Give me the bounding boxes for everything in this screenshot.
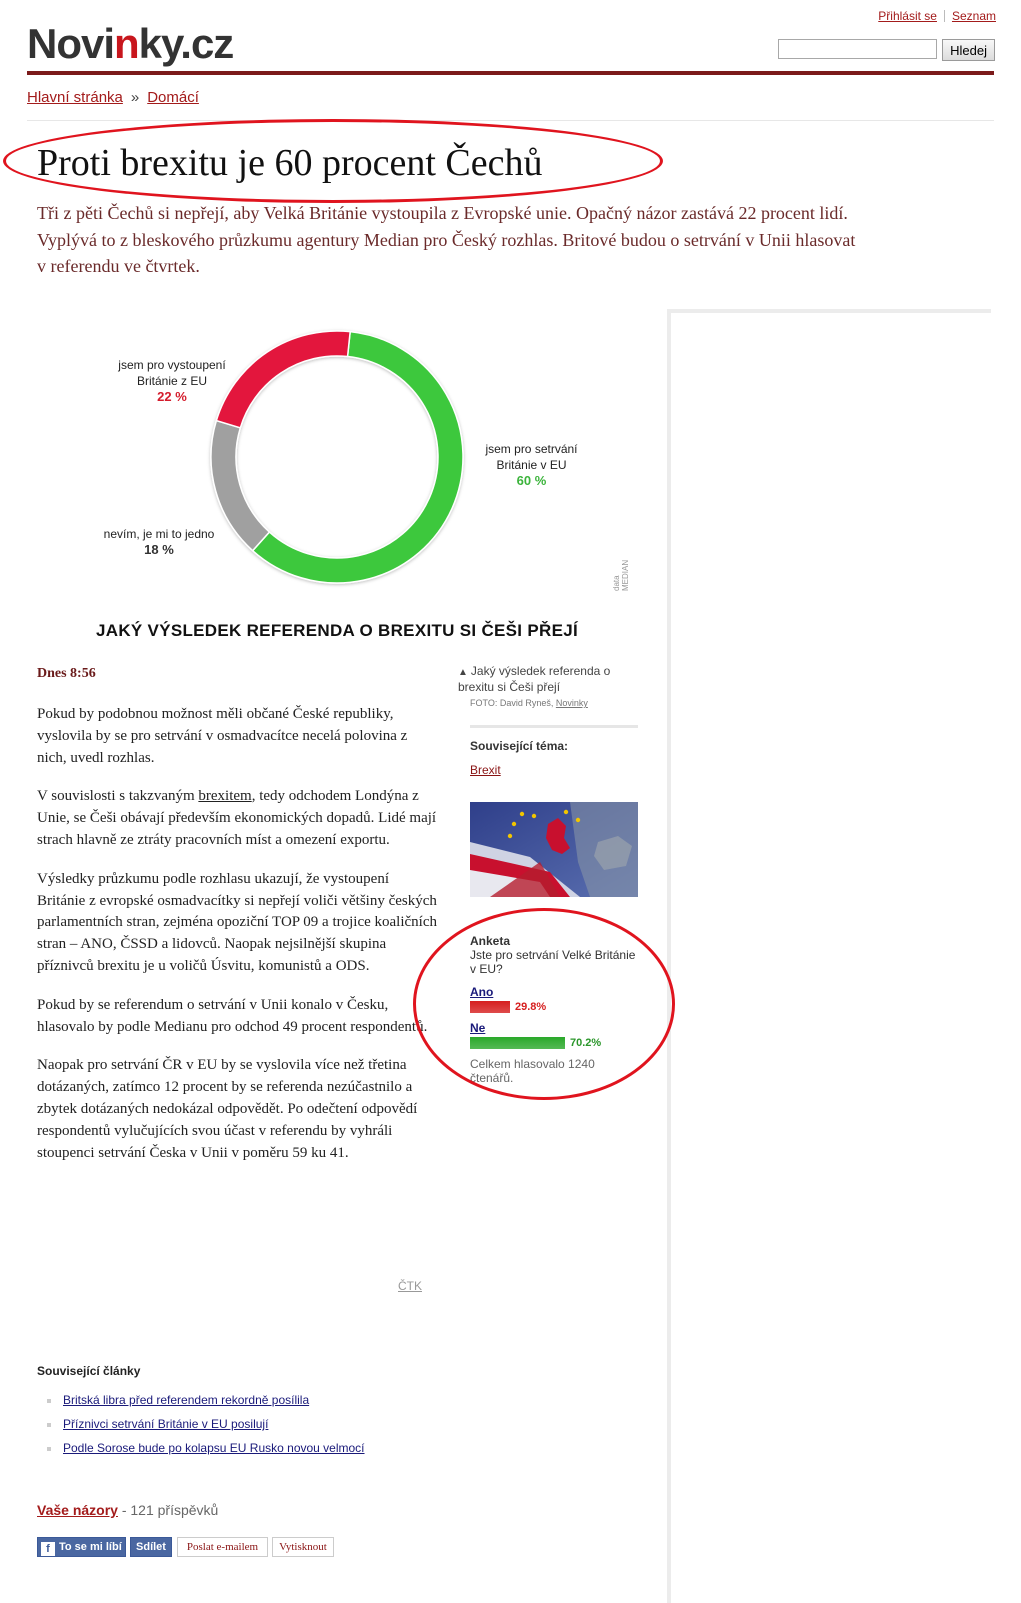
poll-option-no[interactable]: Ne xyxy=(470,1021,486,1035)
brexit-link[interactable]: brexitem xyxy=(198,788,252,805)
facebook-icon: f xyxy=(41,1542,55,1556)
page-title: Proti brexitu je 60 procent Čechů xyxy=(37,142,543,184)
label-dontknow-line1: nevím, je mi to jedno xyxy=(103,527,215,541)
search-button[interactable]: Hledej xyxy=(942,39,995,61)
print-button[interactable]: Vytisknout xyxy=(272,1537,334,1557)
source-link[interactable]: ČTK xyxy=(398,1279,422,1293)
paragraph-4: Pokud by se referendum o setrvání v Unii konalo v Česku, hlasovalo by podle Medianu pro odchod 49 procent respondentů. xyxy=(37,996,428,1035)
divider xyxy=(944,10,945,22)
seznam-link[interactable]: Seznam xyxy=(951,9,996,23)
related-articles-heading: Související články xyxy=(37,1364,141,1378)
poll-option-yes[interactable]: Ano xyxy=(470,985,494,999)
triangle-up-icon: ▲ xyxy=(458,667,468,678)
label-remain-line1: jsem pro setrvání xyxy=(485,442,578,456)
paragraph-2-end: , tedy odchodem Londýna z Unie, se Češi obávají především ekonomických dopadů. Lidé mají strach hlavně ze ztráty pracovních míst a omezení exportu. xyxy=(37,788,437,848)
related-article-link[interactable]: Podle Sorose bude po kolapsu EU Rusko novou velmocí xyxy=(63,1441,365,1455)
image-caption-text: Jaký výsledek referenda o brexitu si Češi přejí xyxy=(458,664,611,694)
top-links xyxy=(878,9,996,23)
photo-credit xyxy=(470,698,650,708)
email-button[interactable]: Poslat e-mailem xyxy=(177,1537,268,1557)
label-remain-value: 60 % xyxy=(516,473,547,488)
image-caption xyxy=(458,664,638,695)
list-item xyxy=(47,1441,365,1465)
label-leave-line2: Británie z EU xyxy=(136,374,208,388)
list-item xyxy=(47,1393,365,1417)
facebook-like-button[interactable] xyxy=(37,1537,126,1557)
flag-map-image xyxy=(470,802,638,897)
comments-link[interactable]: Vaše názory xyxy=(37,1502,118,1518)
photo-credit-label: FOTO: David Ryneš, xyxy=(470,698,554,708)
poll-value-yes: 29.8% xyxy=(515,1001,547,1013)
paragraph-1: Pokud by podobnou možnost měli občané České republiky, vyslovila by se pro setrvání v osmadvacítce necelá polovina z nich, uvedl rozhlas. xyxy=(37,706,408,766)
paragraph-5: Naopak pro setrvání ČR v EU by se vyslovila více než třetina dotázaných, zatímco 12 procent by se referenda nezúčastnilo a zbytek dotázaných nedokázal odpovědět. Po odečtení odpovědí respondentů vylučujících svou účast v referendu by vyhráli stoupenci setrvání Česka v Unii v poměru 59 ku 41. xyxy=(37,1057,418,1161)
highlight-ellipse-title xyxy=(3,119,663,203)
label-dontknow-value: 18 % xyxy=(144,542,174,557)
logo-part-3: ky.cz xyxy=(138,20,234,67)
breadcrumb-section-link[interactable]: Domácí xyxy=(147,89,199,106)
chart-source-note: data MEDIAN xyxy=(612,559,630,591)
chart-title: JAKÝ VÝSLEDEK REFERENDA O BREXITU SI ČEŠI PŘEJÍ xyxy=(95,621,578,640)
label-leave xyxy=(102,357,242,405)
breadcrumb-home-link[interactable]: Hlavní stránka xyxy=(27,89,123,106)
related-article-link[interactable]: Příznivci setrvání Británie v EU posilují xyxy=(63,1417,269,1431)
logo[interactable] xyxy=(27,20,233,68)
article-perex: Tři z pěti Čechů si nepřejí, aby Velká Británie vystoupila z Evropské unie. Opačný názor zastává 22 procent lidí. Vyplývá to z bleskového průzkumu agentury Median pro Český rozhlas. Britové budou o setrvání v Unii hlasovat v referendu ve čtvrtek. xyxy=(37,203,856,276)
poll-total: Celkem hlasovalo 1240 čtenářů. xyxy=(470,1057,595,1085)
poll-value-no: 70.2% xyxy=(570,1037,602,1049)
paragraph-2-start: V souvislosti s takzvaným xyxy=(37,788,199,805)
right-column-panel xyxy=(667,309,991,1603)
article-date: Dnes 8:56 xyxy=(37,666,96,681)
highlight-ellipse-poll xyxy=(413,908,675,1100)
breadcrumb-separator: » xyxy=(130,89,140,106)
paragraph-3: Výsledky průzkumu podle rozhlasu ukazují, že vystoupení Británie z evropské osmadvacítky si nepřejí voliči většiny českých parlamentních stran, zejména opoziční TOP 09 a trojice koaličních stran – ANO, ČSSD a lidovců. Naopak nejsilnější skupina příznivců brexitu je u voličů Úsvitu, komunistů a ODS. xyxy=(37,870,438,974)
search-form xyxy=(778,39,995,61)
breadcrumb-divider xyxy=(27,120,994,121)
breadcrumb xyxy=(27,89,199,106)
label-remain-line2: Británie v EU xyxy=(496,458,567,472)
like-label: To se mi líbí xyxy=(59,1541,122,1553)
label-leave-value: 22 % xyxy=(157,389,187,404)
photo-source-link[interactable]: Novinky xyxy=(555,698,588,708)
comments-count: - 121 příspěvků xyxy=(117,1502,219,1518)
related-articles-list xyxy=(47,1393,365,1465)
search-input[interactable] xyxy=(778,39,937,59)
poll-question: Jste pro setrvání Velké Británie v EU? xyxy=(470,948,636,976)
label-leave-line1: jsem pro vystoupení xyxy=(118,358,226,372)
header-divider xyxy=(27,71,994,75)
related-article-link[interactable]: Britská libra před referendem rekordně posílila xyxy=(63,1393,310,1407)
topic-link-brexit[interactable]: Brexit xyxy=(470,763,501,777)
paragraph-2 xyxy=(37,786,437,851)
related-topic-heading: Související téma: xyxy=(470,739,569,753)
sidebar-divider xyxy=(470,725,638,728)
logo-part-2: n xyxy=(114,20,139,67)
article-body xyxy=(37,704,437,1181)
label-dontknow xyxy=(89,526,229,558)
topic-image[interactable] xyxy=(470,802,638,897)
login-link[interactable]: Přihlásit se xyxy=(878,9,937,23)
logo-part-1: Novi xyxy=(27,20,115,67)
label-remain xyxy=(464,441,599,489)
poll-heading: Anketa xyxy=(470,934,511,948)
infographic xyxy=(37,305,637,645)
facebook-share-button[interactable]: Sdílet xyxy=(130,1537,172,1557)
comments-line xyxy=(37,1502,218,1518)
list-item xyxy=(47,1417,365,1441)
